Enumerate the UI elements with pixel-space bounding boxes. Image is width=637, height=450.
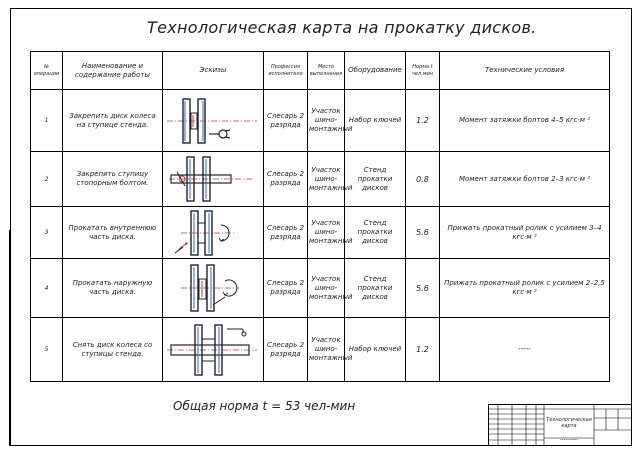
row-norm: 5.6: [406, 207, 440, 259]
row-equipment: Стенд прокатки дисков: [345, 259, 406, 318]
sketch-mount-wheel: [165, 93, 261, 149]
row-sketch: [163, 207, 264, 259]
row-sketch: [163, 318, 264, 382]
row-sketch: [163, 90, 264, 152]
table-row: [31, 207, 610, 259]
row-name: Прокатать внутреннюю часть диска.: [63, 207, 163, 259]
table-header-row: [31, 52, 610, 90]
row-place: Участок шино-монтажный: [308, 207, 345, 259]
tech-map-table: [30, 51, 610, 382]
row-sketch: [163, 259, 264, 318]
header-conditions: Технические условия: [440, 52, 610, 90]
sketch-roll-outer: [165, 261, 261, 315]
header-norm: Норма t чел мин: [406, 52, 440, 90]
header-profession: Профессия исполнителя: [264, 52, 308, 90]
title-block-code: ----------: [559, 437, 579, 443]
row-equipment: Набор ключей: [345, 90, 406, 152]
row-name: Закрепить ступицу стопорным болтом.: [63, 152, 163, 207]
row-num: 3: [31, 207, 63, 259]
row-conditions: Момент затяжки болтов 4–5 кгс·м ²: [440, 90, 610, 152]
row-num: 2: [31, 152, 63, 207]
sketch-remove-wheel: [165, 321, 261, 379]
table-row: [31, 318, 610, 382]
total-norm: Общая норма t = 53 чел-мин: [173, 399, 356, 413]
row-norm: 0.8: [406, 152, 440, 207]
row-equipment: Стенд прокатки дисков: [345, 152, 406, 207]
row-conditions: Прижать прокатный ролик с усилием 2–2,5 кгс·м ²: [440, 259, 610, 318]
left-margin-band: [0, 230, 10, 446]
row-num: 4: [31, 259, 63, 318]
row-profession: Слесарь 2 разряда: [264, 259, 308, 318]
header-equipment: Оборудование: [345, 52, 406, 90]
row-equipment: Набор ключей: [345, 318, 406, 382]
row-sketch: [163, 152, 264, 207]
row-norm: 1.2: [406, 318, 440, 382]
row-place: Участок шино-монтажный: [308, 152, 345, 207]
row-profession: Слесарь 2 разряда: [264, 318, 308, 382]
row-place: Участок шино-монтажный: [308, 318, 345, 382]
row-name: Прокатать наружную часть диска.: [63, 259, 163, 318]
row-name: Снять диск колеса со ступицы стенда.: [63, 318, 163, 382]
row-profession: Слесарь 2 разряда: [264, 152, 308, 207]
row-conditions: Прижать прокатный ролик с усилием 3–4 кгс·м ²: [440, 207, 610, 259]
row-num: 5: [31, 318, 63, 382]
row-place: Участок шино-монтажный: [308, 259, 345, 318]
table-row: [31, 152, 610, 207]
row-norm: 5.6: [406, 259, 440, 318]
header-num: № операции: [31, 52, 63, 90]
page-title: Технологическая карта на прокатку дисков.: [147, 18, 537, 37]
row-conditions: -----: [440, 318, 610, 382]
row-equipment: Стенд прокатки дисков: [345, 207, 406, 259]
table-row: [31, 259, 610, 318]
row-num: 1: [31, 90, 63, 152]
sketch-roll-inner: [165, 209, 261, 257]
row-profession: Слесарь 2 разряда: [264, 90, 308, 152]
title-block-name: Технологическая карта: [546, 417, 592, 429]
header-name: Наименование и содержание работы: [63, 52, 163, 90]
table-row: [31, 90, 610, 152]
row-place: Участок шино-монтажный: [308, 90, 345, 152]
row-norm: 1.2: [406, 90, 440, 152]
header-place: Место выполнения: [308, 52, 345, 90]
row-conditions: Момент затяжки болтов 2–3 кгс·м ²: [440, 152, 610, 207]
row-profession: Слесарь 2 разряда: [264, 207, 308, 259]
header-sketch: Эскизы: [163, 52, 264, 90]
row-name: Закрепить диск колеса на ступице стенда.: [63, 90, 163, 152]
sketch-hub-bolt: [165, 154, 261, 204]
